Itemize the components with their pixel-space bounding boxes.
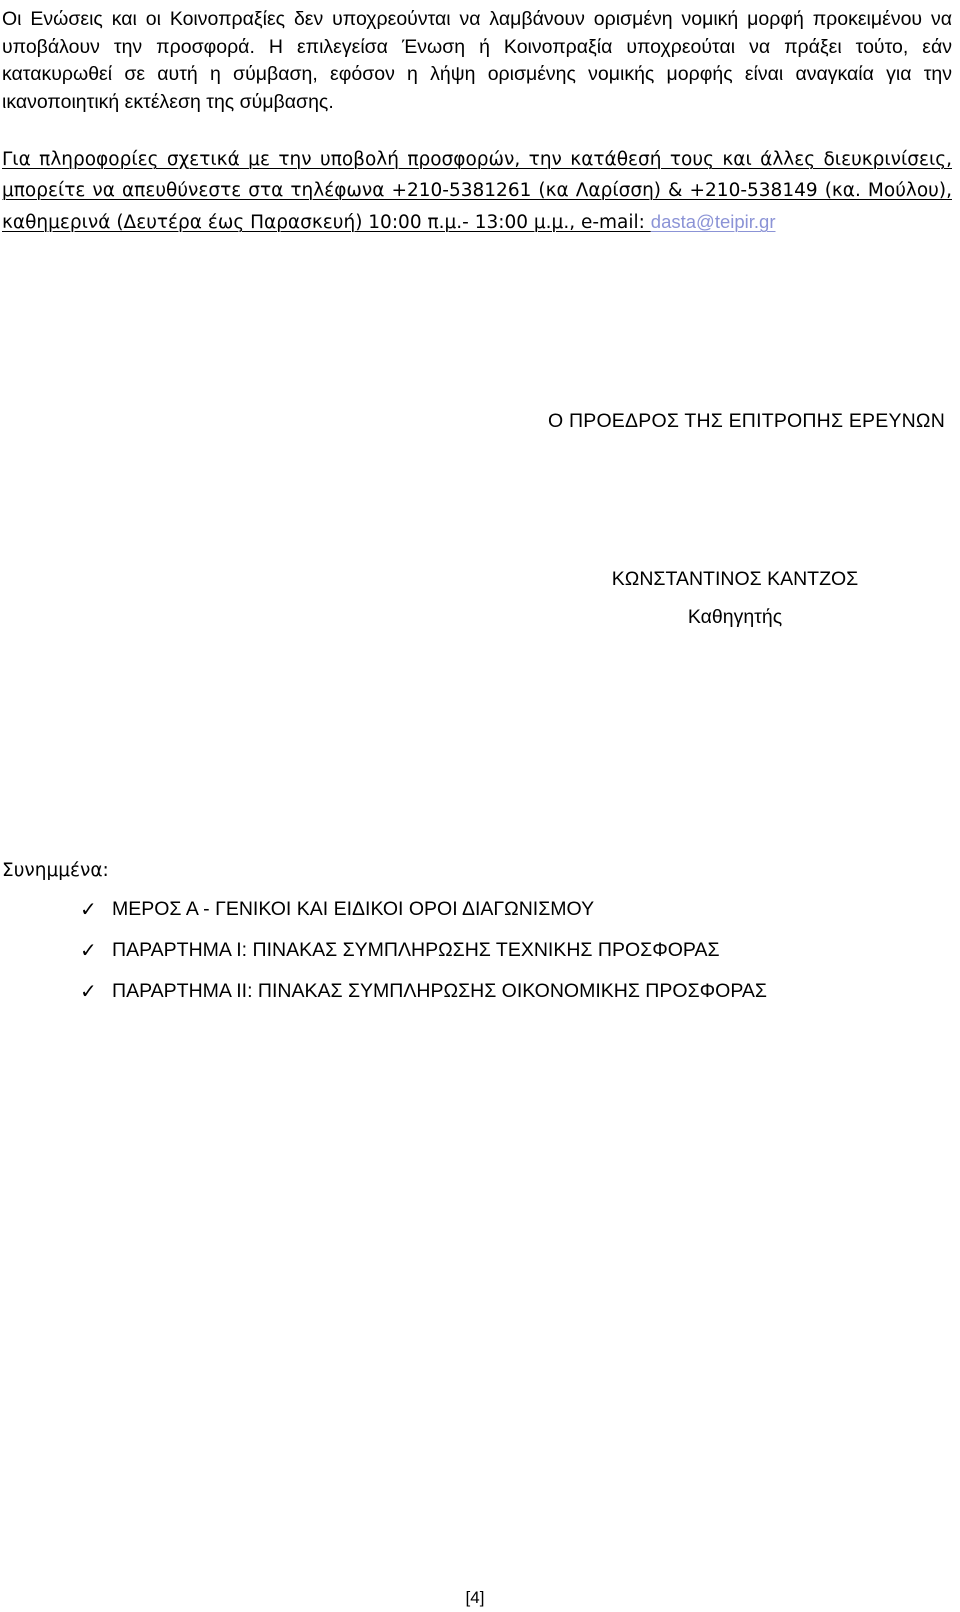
president-title: Ο ΠΡΟΕΔΡΟΣ ΤΗΣ ΕΠΙΤΡΟΠΗΣ ΕΡΕΥΝΩΝ — [547, 410, 945, 432]
attachment-label: ΜΕΡΟΣ Α - ΓΕΝΙΚΟΙ ΚΑΙ ΕΙΔΙΚΟΙ ΟΡΟΙ ΔΙΑΓΩΝΙΣΜΟΥ — [112, 898, 595, 920]
attachment-item — [80, 939, 767, 980]
attachment-label: ΠΑΡΑΡΤΗΜΑ Ι: ΠΙΝΑΚΑΣ ΣΥΜΠΛΗΡΩΣΗΣ ΤΕΧΝΙΚΗΣ ΠΡΟΣΦΟΡΑΣ — [112, 939, 720, 961]
signature-block — [595, 560, 875, 636]
checkmark-icon: ✓ — [80, 979, 97, 1003]
checkmark-icon: ✓ — [80, 897, 97, 921]
attachments-list — [80, 898, 767, 1021]
email-link[interactable]: dasta@teipir.gr — [650, 211, 776, 232]
attachments-label: Συνημμένα: — [2, 860, 109, 881]
signatory-title: Καθηγητής — [687, 606, 783, 628]
signatory-name: ΚΩΝΣΤΑΝΤΙΝΟΣ ΚΑΝΤΖΟΣ — [611, 568, 859, 590]
page-number: [4] — [465, 1588, 485, 1607]
attachment-item — [80, 898, 767, 939]
paragraph-contact-info — [2, 144, 952, 238]
attachment-label: ΠΑΡΑΡΤΗΜΑ ΙΙ: ΠΙΝΑΚΑΣ ΣΥΜΠΛΗΡΩΣΗΣ ΟΙΚΟΝΟΜΙΚΗΣ ΠΡΟΣΦΟΡΑΣ — [112, 980, 767, 1002]
attachment-item — [80, 980, 767, 1021]
checkmark-icon: ✓ — [80, 938, 97, 962]
contact-info-text: Για πληροφορίες σχετικά με την υποβολή προσφορών, την κατάθεσή τους και άλλες διευκρινίσεις, μπορείτε να απευθύνεστε στα τηλέφωνα +210-5381261 (κα Λαρίσση) & +210-538149 (κα. Μούλου), καθημερινά (Δευτέρα έως Παρασκευή) 10:00 π.μ.- 13:00 μ.μ., e-mail: — [2, 149, 952, 233]
paragraph-legal-form: Οι Ενώσεις και οι Κοινοπραξίες δεν υποχρεούνται να λαμβάνουν ορισμένη νομική μορφή προκειμένου να υποβάλουν την προσφορά. Η επιλεγείσα Ένωση ή Κοινοπραξία υποχρεούται να πράξει τούτο, εάν κατακυρωθεί σε αυτή η σύμβαση, εφόσον η λήψη ορισμένης νομικής μορφής είναι αναγκαία για την ικανοποιητική εκτέλεση της σύμβασης. — [2, 8, 952, 113]
